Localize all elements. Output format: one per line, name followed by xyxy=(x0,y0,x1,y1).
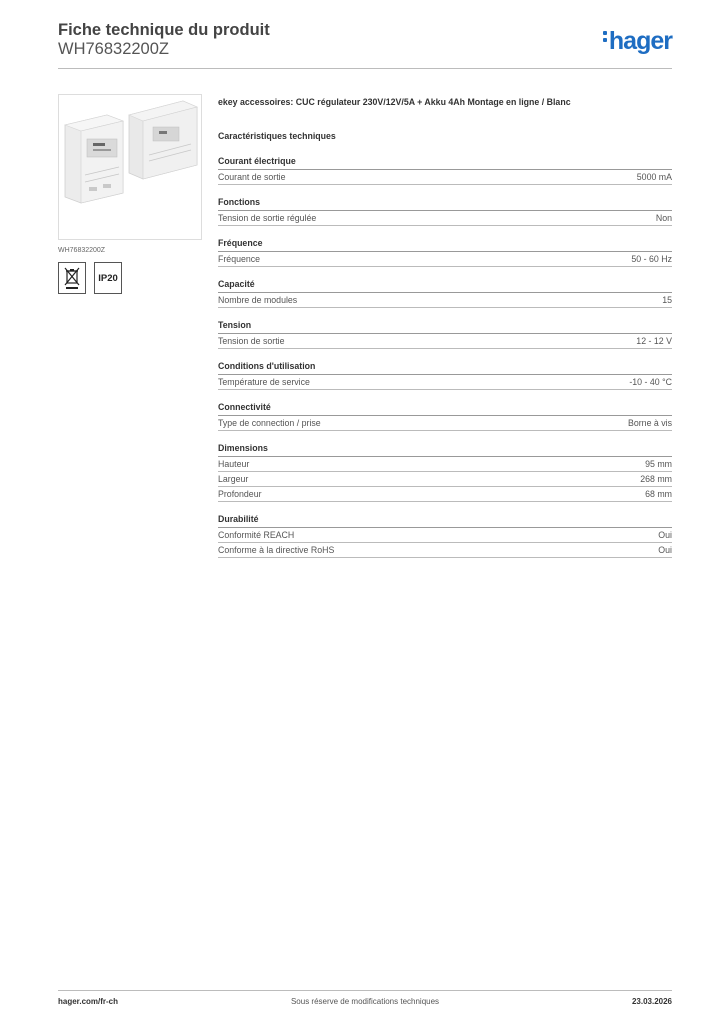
spec-label: Tension de sortie xyxy=(218,336,285,346)
spec-row xyxy=(218,375,672,390)
spec-row xyxy=(218,211,672,226)
logo-dots xyxy=(603,31,607,45)
header-divider xyxy=(58,68,672,69)
spec-label: Température de service xyxy=(218,377,310,387)
weee-crossed-bin-icon xyxy=(58,262,86,294)
spec-row xyxy=(218,252,672,267)
specs-heading: Caractéristiques techniques xyxy=(218,131,336,141)
page-header xyxy=(58,20,672,59)
spec-value: 50 - 60 Hz xyxy=(631,254,672,264)
spec-group-title: Durabilité xyxy=(218,513,672,528)
specifications-panel xyxy=(218,96,672,558)
spec-value: 95 mm xyxy=(645,459,672,469)
spec-group-courant xyxy=(218,155,672,185)
image-caption: WH76832200Z xyxy=(58,247,106,254)
spec-label: Nombre de modules xyxy=(218,295,298,305)
product-sidebar xyxy=(58,94,202,294)
spec-group-frequence xyxy=(218,237,672,267)
spec-group-capacite xyxy=(218,278,672,308)
spec-group-title: Capacité xyxy=(218,278,672,293)
spec-group-fonctions xyxy=(218,196,672,226)
product-photo-illustration xyxy=(59,95,201,239)
spec-group-tension xyxy=(218,319,672,349)
spec-value: 268 mm xyxy=(640,474,672,484)
spec-group-durabilite xyxy=(218,513,672,558)
spec-value: 68 mm xyxy=(645,489,672,499)
spec-group-conditions xyxy=(218,360,672,390)
spec-label: Type de connection / prise xyxy=(218,418,321,428)
spec-value: 15 xyxy=(662,295,672,305)
ip20-label: IP20 xyxy=(98,272,118,284)
spec-value: -10 - 40 °C xyxy=(629,377,672,387)
ip20-icon xyxy=(94,262,122,294)
spec-label: Courant de sortie xyxy=(218,172,286,182)
footer-url-link[interactable]: hager.com/fr-ch xyxy=(58,997,119,1006)
spec-label: Largeur xyxy=(218,474,249,484)
spec-group-title: Tension xyxy=(218,319,672,334)
footer-disclaimer: Sous réserve de modifications techniques xyxy=(290,997,440,1006)
spec-row xyxy=(218,170,672,185)
spec-row xyxy=(218,334,672,349)
spec-row xyxy=(218,416,672,431)
spec-group-title: Conditions d'utilisation xyxy=(218,360,672,375)
spec-group-dimensions xyxy=(218,442,672,502)
spec-value: Oui xyxy=(658,545,672,555)
product-reference: WH76832200Z xyxy=(58,40,169,58)
logo-text: hager xyxy=(608,27,672,55)
spec-group-title: Fonctions xyxy=(218,196,672,211)
spec-row xyxy=(218,472,672,487)
spec-value: 12 - 12 V xyxy=(636,336,672,346)
spec-label: Profondeur xyxy=(218,489,262,499)
spec-label: Fréquence xyxy=(218,254,261,264)
spec-group-title: Fréquence xyxy=(218,237,672,252)
spec-row xyxy=(218,528,672,543)
spec-value: Oui xyxy=(658,530,672,540)
spec-label: Conforme à la directive RoHS xyxy=(218,545,335,555)
spec-group-title: Connectivité xyxy=(218,401,672,416)
spec-row xyxy=(218,543,672,558)
spec-group-title: Dimensions xyxy=(218,442,672,457)
spec-label: Conformité REACH xyxy=(218,530,295,540)
hager-logo xyxy=(603,27,672,56)
spec-row xyxy=(218,457,672,472)
spec-label: Tension de sortie régulée xyxy=(218,213,317,223)
page-footer xyxy=(58,997,672,1011)
spec-group-connectivite xyxy=(218,401,672,431)
spec-group-title: Courant électrique xyxy=(218,155,672,170)
certification-icons xyxy=(58,262,202,294)
spec-value: Borne à vis xyxy=(627,418,672,428)
product-image xyxy=(58,94,202,240)
footer-divider xyxy=(58,990,672,991)
spec-row xyxy=(218,487,672,502)
document-title: Fiche technique du produit xyxy=(58,21,270,39)
spec-value: 5000 mA xyxy=(636,172,672,182)
footer-date: 23.03.2026 xyxy=(631,997,672,1006)
product-description: ekey accessoires: CUC régulateur 230V/12V/5A + Akku 4Ah Montage en ligne / Blanc xyxy=(218,97,571,107)
spec-label: Hauteur xyxy=(218,459,250,469)
spec-row xyxy=(218,293,672,308)
spec-value: Non xyxy=(655,213,672,223)
